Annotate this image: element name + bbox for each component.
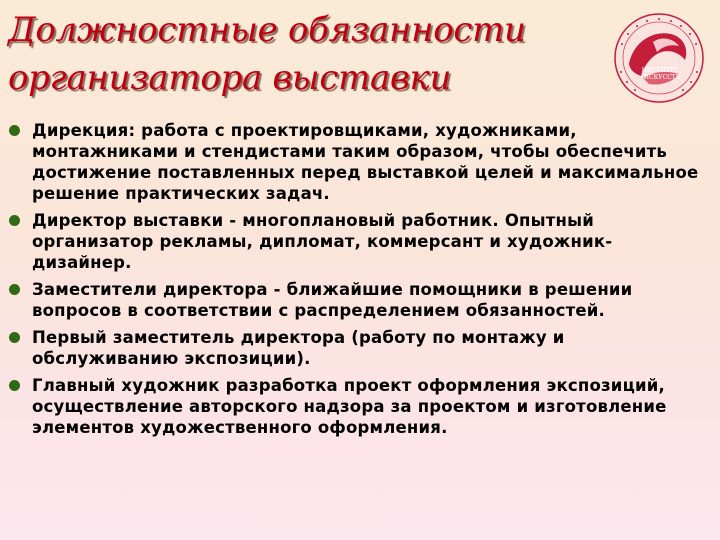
slide-title (8, 6, 598, 102)
bullet-point-icon (9, 215, 20, 226)
logo-text-line-1: ИНСТИТУТ (641, 67, 679, 74)
title-line-2: организатора выставки (8, 58, 452, 98)
bullet-point-icon (9, 380, 20, 391)
title-line-1: Должностные обязанности (8, 10, 526, 50)
bullet-item (8, 210, 708, 273)
red-circular-emblem-icon (613, 12, 705, 104)
bullet-point-icon (9, 284, 20, 295)
bullet-text: Главный художник разработка проект оформления экспозиций, осуществление авторского надзора за проектом и изготовление элементов художественного оформления. (32, 376, 667, 437)
bullet-item (8, 279, 708, 321)
bullet-point-icon (9, 125, 20, 136)
bullet-item (8, 120, 708, 204)
bullet-item (8, 327, 708, 369)
bullet-list (8, 120, 708, 444)
bullet-point-icon (9, 332, 20, 343)
bullet-text: Директор выставки - многоплановый работник. Опытный организатор рекламы, дипломат, коммерсант и художник-дизайнер. (32, 211, 613, 272)
bullet-text: Дирекция: работа с проектировщиками, художниками, монтажниками и стендистами таким образом, чтобы обеспечить достижение поставленных перед выставкой целей и максимальное решение практических задач. (32, 121, 699, 203)
bullet-item (8, 375, 708, 438)
bullet-text: Первый заместитель директора (работу по монтажу и обслуживанию экспозиции). (32, 328, 565, 368)
bullet-text: Заместители директора - ближайшие помощники в решении вопросов в соответствии с распределением обязанностей. (32, 280, 633, 320)
logo-text-line-2: ИСКУССТВ (643, 74, 681, 81)
